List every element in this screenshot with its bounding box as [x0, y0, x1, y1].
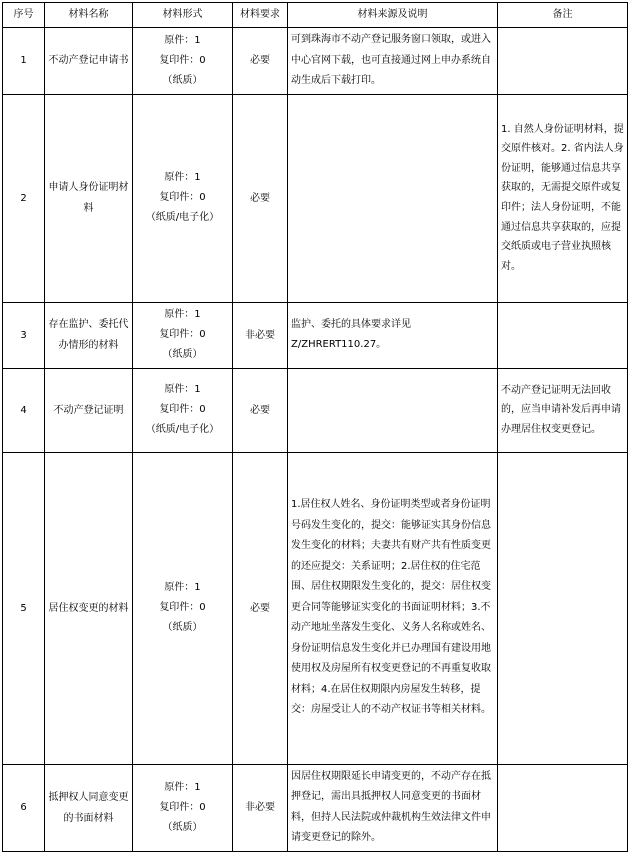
row-note: 1. 自然人身份证明材料，提交原件核对。2. 省内法人身份证明，能够通过信息共享获取的，无需提交原件或复印件；法人身份证明，不能通过信息共享获取的，应提交纸质或电子营业执照核对。: [498, 94, 628, 302]
row-note: [498, 452, 628, 764]
form-type: （纸质）: [162, 821, 203, 833]
form-copy: 复印件：0: [159, 602, 206, 613]
row-name: 不动产登记证明: [45, 368, 133, 452]
form-copy: 复印件：0: [159, 329, 206, 340]
header-note: 备注: [498, 3, 628, 28]
row-form: [133, 94, 233, 302]
row-note: [498, 764, 628, 851]
row-description: [288, 94, 498, 302]
row-description: 可到珠海市不动产登记服务窗口领取，或进入中心官网下载，也可直接通过网上申办系统自动生成后下载打印。: [288, 28, 498, 95]
row-requirement: 必要: [233, 368, 288, 452]
row-form: [133, 764, 233, 851]
form-type: （纸质）: [162, 74, 203, 86]
table-row: [3, 302, 628, 368]
row-name: 抵押权人同意变更的书面材料: [45, 764, 133, 851]
header-name: 材料名称: [45, 3, 133, 28]
form-copy: 复印件：0: [159, 404, 206, 415]
row-description: [288, 368, 498, 452]
row-name: 不动产登记申请书: [45, 28, 133, 95]
form-copy: 复印件：0: [159, 54, 206, 66]
row-requirement: 必要: [233, 28, 288, 95]
row-description: 监护、委托的具体要求详见Z/ZHRERT110.27。: [288, 302, 498, 368]
row-form: [133, 452, 233, 764]
table-row: [3, 94, 628, 302]
row-name: 居住权变更的材料: [45, 452, 133, 764]
form-original: 原件：1: [164, 582, 201, 593]
row-requirement: 必要: [233, 452, 288, 764]
row-requirement: 非必要: [233, 764, 288, 851]
form-original: 原件：1: [164, 34, 201, 46]
form-original: 原件：1: [164, 781, 201, 793]
row-no: 1: [3, 28, 45, 95]
header-no: 序号: [3, 3, 45, 28]
header-form: 材料形式: [133, 3, 233, 28]
row-form: [133, 368, 233, 452]
row-description: 因居住权期限延长申请变更的，不动产存在抵押登记，需出具抵押权人同意变更的书面材料，但持人民法院或仲裁机构生效法律文件申请变更登记的除外。: [288, 764, 498, 851]
form-original: 原件：1: [164, 384, 201, 395]
form-original: 原件：1: [164, 172, 201, 183]
row-no: 4: [3, 368, 45, 452]
row-note: 不动产登记证明无法回收的，应当申请补发后再申请办理居住权变更登记。: [498, 368, 628, 452]
row-note: [498, 28, 628, 95]
form-copy: 复印件：0: [159, 801, 206, 813]
row-requirement: 非必要: [233, 302, 288, 368]
header-description: 材料来源及说明: [288, 3, 498, 28]
row-note: [498, 302, 628, 368]
materials-table: [2, 2, 628, 852]
row-name: 申请人身份证明材料: [45, 94, 133, 302]
form-type: （纸质/电子化）: [145, 212, 220, 223]
form-original: 原件：1: [164, 309, 201, 320]
form-type: （纸质）: [162, 622, 203, 633]
form-type: （纸质/电子化）: [145, 424, 220, 435]
row-no: 3: [3, 302, 45, 368]
row-description: 1.居住权人姓名、身份证明类型或者身份证明号码发生变化的，提交：能够证实其身份信息发生变化的材料；夫妻共有财产共有性质变更的还应提交：关系证明；2.居住权的住宅范围、居住权期限发生变化的，提交：居住权变更合同等能够证实变化的书面证明材料；3.不动产地址坐落发生变化、义务人名称或姓名、身份证明信息发生变化并已办理国有建设用地使用权及房屋所有权变更登记的不再重复收取材料；4.在居住权期限内房屋发生转移，提交：房屋受让人的不动产权证书等相关材料。: [288, 452, 498, 764]
row-no: 6: [3, 764, 45, 851]
table-row: [3, 28, 628, 95]
row-no: 2: [3, 94, 45, 302]
table-row: [3, 764, 628, 851]
table-row: [3, 368, 628, 452]
form-type: （纸质）: [162, 349, 203, 360]
table-row: [3, 452, 628, 764]
row-name: 存在监护、委托代办情形的材料: [45, 302, 133, 368]
row-requirement: 必要: [233, 94, 288, 302]
header-requirement: 材料要求: [233, 3, 288, 28]
row-form: [133, 302, 233, 368]
form-copy: 复印件：0: [159, 192, 206, 203]
row-no: 5: [3, 452, 45, 764]
table-header-row: [3, 3, 628, 28]
row-form: [133, 28, 233, 95]
